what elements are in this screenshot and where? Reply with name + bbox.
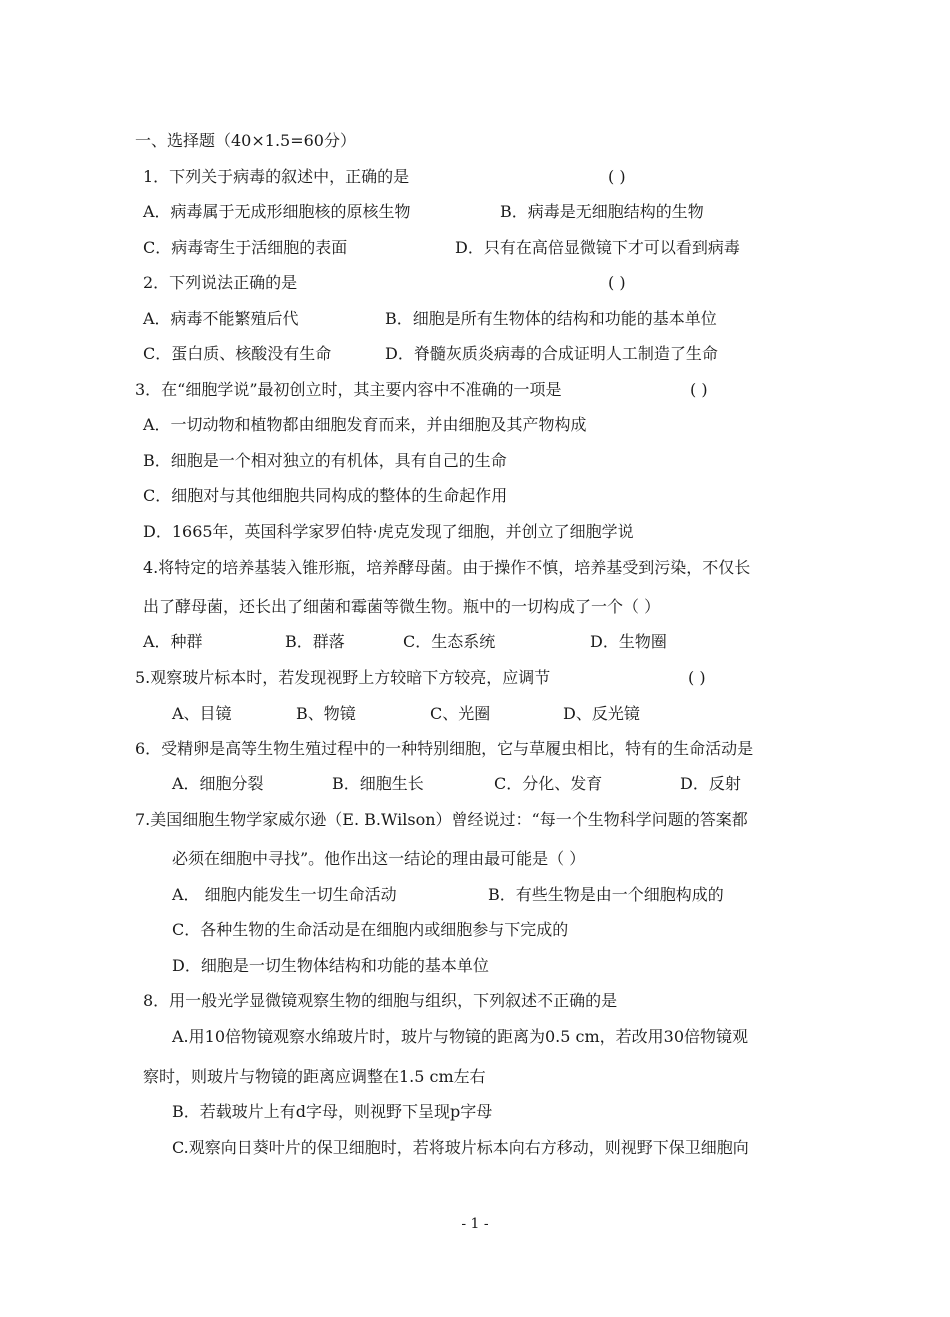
q5-option-c: C、光圈 xyxy=(430,704,491,723)
q6-stem: 6．受精卵是高等生物生殖过程中的一种特别细胞，它与草履虫相比，特有的生命活动是 xyxy=(135,739,754,758)
q7-stem-line-2: 必须在细胞中寻找”。他作出这一结论的理由最可能是（ ） xyxy=(172,849,586,868)
q5-stem: 5.观察玻片标本时，若发现视野上方较暗下方较亮，应调节 xyxy=(135,668,551,687)
q3-option-d: D．1665年，英国科学家罗伯特·虎克发现了细胞，并创立了细胞学说 xyxy=(143,522,634,541)
q7-option-b: B．有些生物是由一个细胞构成的 xyxy=(488,885,724,904)
q4-option-b: B．群落 xyxy=(285,632,345,651)
q7-option-a: A． 细胞内能发生一切生命活动 xyxy=(172,885,397,904)
q2-answer-bracket: ( ) xyxy=(608,273,626,292)
q3-answer-bracket: ( ) xyxy=(690,380,708,399)
q3-stem: 3．在“细胞学说”最初创立时，其主要内容中不准确的一项是 xyxy=(135,380,562,399)
q5-option-d: D、反光镜 xyxy=(563,704,640,723)
q1-stem: 1．下列关于病毒的叙述中，正确的是 xyxy=(143,167,410,186)
q8-option-a-line-2: 察时，则玻片与物镜的距离应调整在1.5 cm左右 xyxy=(143,1067,486,1086)
q1-option-d: D．只有在高倍显微镜下才可以看到病毒 xyxy=(455,238,740,257)
q1-option-c: C．病毒寄生于活细胞的表面 xyxy=(143,238,348,257)
q5-option-b: B、物镜 xyxy=(296,704,356,723)
page-number: - 1 - xyxy=(461,1216,489,1232)
q2-stem: 2．下列说法正确的是 xyxy=(143,273,298,292)
q6-option-a: A．细胞分裂 xyxy=(172,774,264,793)
q7-option-d: D．细胞是一切生物体结构和功能的基本单位 xyxy=(172,956,489,975)
q2-option-a: A．病毒不能繁殖后代 xyxy=(143,309,299,328)
q2-option-d: D．脊髓灰质炎病毒的合成证明人工制造了生命 xyxy=(385,344,718,363)
q8-option-a-line-1: A.用10倍物镜观察水绵玻片时，玻片与物镜的距离为0.5 cm，若改用30倍物镜观 xyxy=(172,1027,749,1046)
q2-option-b: B．细胞是所有生物体的结构和功能的基本单位 xyxy=(385,309,717,328)
q4-stem-line-1: 4.将特定的培养基装入锥形瓶，培养酵母菌。由于操作不慎，培养基受到污染，不仅长 xyxy=(143,558,751,577)
q5-option-a: A、目镜 xyxy=(172,704,232,723)
q1-option-b: B．病毒是无细胞结构的生物 xyxy=(500,202,704,221)
q2-option-c: C．蛋白质、核酸没有生命 xyxy=(143,344,332,363)
q4-option-a: A．种群 xyxy=(143,632,203,651)
q8-option-c: C.观察向日葵叶片的保卫细胞时，若将玻片标本向右方移动，则视野下保卫细胞向 xyxy=(172,1138,749,1157)
q7-option-c: C．各种生物的生命活动是在细胞内或细胞参与下完成的 xyxy=(172,920,569,939)
q3-option-c: C．细胞对与其他细胞共同构成的整体的生命起作用 xyxy=(143,486,508,505)
q1-answer-bracket: ( ) xyxy=(608,167,626,186)
q4-option-d: D．生物圈 xyxy=(590,632,667,651)
q8-option-b: B．若载玻片上有d字母，则视野下呈现p字母 xyxy=(172,1102,493,1121)
q8-stem: 8．用一般光学显微镜观察生物的细胞与组织，下列叙述不正确的是 xyxy=(143,991,618,1010)
q5-answer-bracket: ( ) xyxy=(688,668,706,687)
q4-option-c: C．生态系统 xyxy=(403,632,496,651)
section-title: 一、选择题（40×1.5=60分） xyxy=(135,131,356,150)
q3-option-a: A．一切动物和植物都由细胞发育而来，并由细胞及其产物构成 xyxy=(143,415,587,434)
q6-option-d: D．反射 xyxy=(680,774,741,793)
q6-option-c: C．分化、发育 xyxy=(494,774,603,793)
q4-stem-line-2: 出了酵母菌，还长出了细菌和霉菌等微生物。瓶中的一切构成了一个（ ） xyxy=(143,597,661,616)
q7-stem-line-1: 7.美国细胞生物学家威尔逊（E. B.Wilson）曾经说过：“每一个生物科学问题的答案都 xyxy=(135,810,748,829)
q3-option-b: B．细胞是一个相对独立的有机体，具有自己的生命 xyxy=(143,451,507,470)
q1-option-a: A．病毒属于无成形细胞核的原核生物 xyxy=(143,202,411,221)
q6-option-b: B．细胞生长 xyxy=(332,774,424,793)
